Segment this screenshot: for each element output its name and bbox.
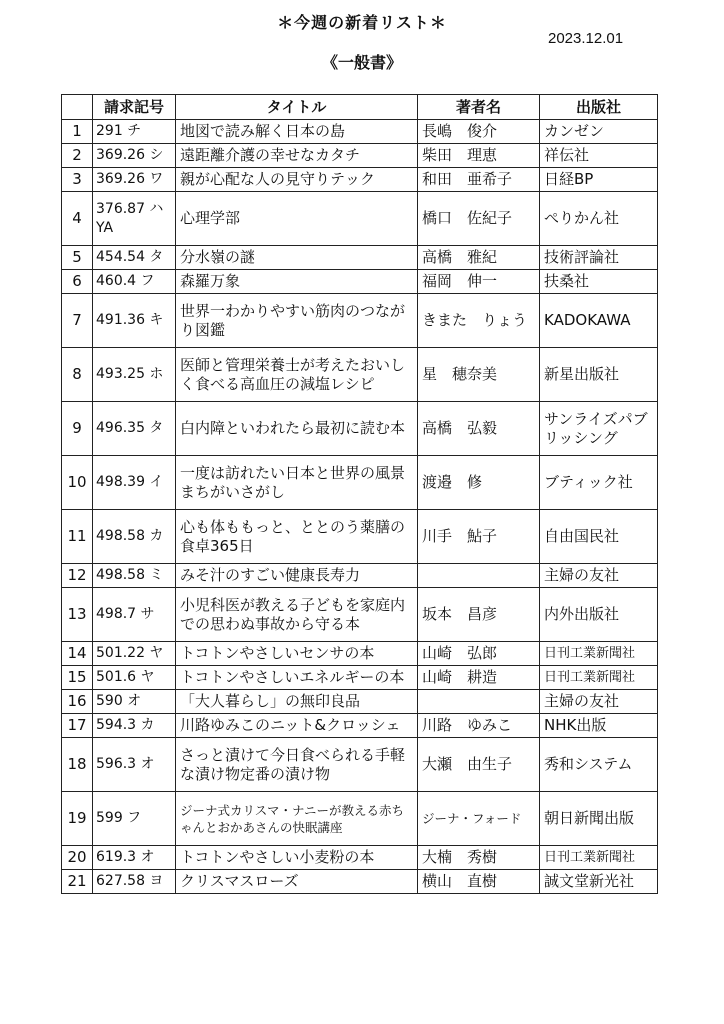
- book-author: 和田 亜希子: [418, 168, 540, 192]
- book-title: クリスマスローズ: [176, 870, 418, 894]
- table-row: [62, 270, 658, 294]
- call-number: 498.7 サ: [93, 588, 176, 642]
- call-number: 627.58 ヨ: [93, 870, 176, 894]
- book-author: 福岡 伸一: [418, 270, 540, 294]
- book-publisher: ブティック社: [540, 456, 658, 510]
- call-number: 460.4 フ: [93, 270, 176, 294]
- book-title: さっと漬けて今日食べられる手軽な漬け物定番の漬け物: [176, 738, 418, 792]
- book-title: 分水嶺の謎: [176, 246, 418, 270]
- row-number: 8: [62, 348, 93, 402]
- row-number: 20: [62, 846, 93, 870]
- call-number: 369.26 ワ: [93, 168, 176, 192]
- book-publisher: 秀和システム: [540, 738, 658, 792]
- book-title: トコトンやさしい小麦粉の本: [176, 846, 418, 870]
- call-number: 590 オ: [93, 690, 176, 714]
- book-author: 渡邉 修: [418, 456, 540, 510]
- col-header-title: タイトル: [176, 95, 418, 120]
- book-title: 地図で読み解く日本の島: [176, 120, 418, 144]
- book-title: 小児科医が教える子どもを家庭内での思わぬ事故から守る本: [176, 588, 418, 642]
- call-number: 496.35 タ: [93, 402, 176, 456]
- row-number: 11: [62, 510, 93, 564]
- table-row: [62, 192, 658, 246]
- col-header-publisher: 出版社: [540, 95, 658, 120]
- book-author: 山崎 弘郎: [418, 642, 540, 666]
- row-number: 10: [62, 456, 93, 510]
- table-row: [62, 564, 658, 588]
- call-number: 498.58 ミ: [93, 564, 176, 588]
- book-author: きまた りょう: [418, 294, 540, 348]
- row-number: 1: [62, 120, 93, 144]
- row-number: 14: [62, 642, 93, 666]
- table-row: [62, 402, 658, 456]
- list-date: 2023.12.01: [548, 30, 624, 47]
- row-number: 21: [62, 870, 93, 894]
- book-title: 医師と管理栄養士が考えたおいしく食べる高血圧の減塩レシピ: [176, 348, 418, 402]
- book-publisher: 誠文堂新光社: [540, 870, 658, 894]
- book-author: 川路 ゆみこ: [418, 714, 540, 738]
- book-publisher: 扶桑社: [540, 270, 658, 294]
- table-row: [62, 168, 658, 192]
- row-number: 13: [62, 588, 93, 642]
- call-number: 376.87 ハYA: [93, 192, 176, 246]
- call-number: 599 フ: [93, 792, 176, 846]
- table-row: [62, 792, 658, 846]
- new-books-table: [61, 94, 658, 894]
- col-header-call-number: 請求記号: [93, 95, 176, 120]
- table-row: [62, 456, 658, 510]
- row-number: 2: [62, 144, 93, 168]
- book-author: [418, 564, 540, 588]
- book-title: 川路ゆみこのニット&クロッシェ: [176, 714, 418, 738]
- row-number: 6: [62, 270, 93, 294]
- book-publisher: 日刊工業新聞社: [540, 642, 658, 666]
- book-title: みそ汁のすごい健康長寿力: [176, 564, 418, 588]
- book-publisher: サンライズパブリッシング: [540, 402, 658, 456]
- book-author: 柴田 理恵: [418, 144, 540, 168]
- table-row: [62, 870, 658, 894]
- call-number: 501.22 ヤ: [93, 642, 176, 666]
- book-publisher: 祥伝社: [540, 144, 658, 168]
- row-number: 19: [62, 792, 93, 846]
- book-title: 遠距離介護の幸せなカタチ: [176, 144, 418, 168]
- table-row: [62, 348, 658, 402]
- table-row: [62, 510, 658, 564]
- call-number: 454.54 タ: [93, 246, 176, 270]
- call-number: 498.39 イ: [93, 456, 176, 510]
- table-row: [62, 846, 658, 870]
- row-number: 16: [62, 690, 93, 714]
- book-title: 「大人暮らし」の無印良品: [176, 690, 418, 714]
- book-publisher: 朝日新聞出版: [540, 792, 658, 846]
- book-publisher: NHK出版: [540, 714, 658, 738]
- book-author: 川手 鮎子: [418, 510, 540, 564]
- table-row: [62, 120, 658, 144]
- book-author: 大楠 秀樹: [418, 846, 540, 870]
- call-number: 501.6 ヤ: [93, 666, 176, 690]
- table-row: [62, 642, 658, 666]
- book-title: 世界一わかりやすい筋肉のつながり図鑑: [176, 294, 418, 348]
- book-publisher: カンゼン: [540, 120, 658, 144]
- table-header-row: [62, 95, 658, 120]
- book-publisher: KADOKAWA: [540, 294, 658, 348]
- call-number: 619.3 オ: [93, 846, 176, 870]
- table-row: [62, 690, 658, 714]
- book-author: 高橋 雅紀: [418, 246, 540, 270]
- call-number: 594.3 カ: [93, 714, 176, 738]
- book-author: ジーナ・フォード: [418, 792, 540, 846]
- call-number: 498.58 カ: [93, 510, 176, 564]
- page-title: ＊今週の新着リスト＊: [277, 13, 447, 32]
- book-title: ジーナ式カリスマ・ナニーが教える赤ちゃんとおかあさんの快眠講座: [176, 792, 418, 846]
- book-author: 高橋 弘毅: [418, 402, 540, 456]
- table-row: [62, 144, 658, 168]
- row-number: 15: [62, 666, 93, 690]
- table-row: [62, 588, 658, 642]
- book-author: 星 穂奈美: [418, 348, 540, 402]
- book-title: 白内障といわれたら最初に読む本: [176, 402, 418, 456]
- book-publisher: 新星出版社: [540, 348, 658, 402]
- book-title: 心も体ももっと、ととのう薬膳の食卓365日: [176, 510, 418, 564]
- book-author: 山崎 耕造: [418, 666, 540, 690]
- col-header-no: [62, 95, 93, 120]
- table-row: [62, 666, 658, 690]
- book-publisher: 日刊工業新聞社: [540, 666, 658, 690]
- book-title: トコトンやさしいセンサの本: [176, 642, 418, 666]
- table-row: [62, 714, 658, 738]
- book-author: 坂本 昌彦: [418, 588, 540, 642]
- row-number: 12: [62, 564, 93, 588]
- table-row: [62, 294, 658, 348]
- book-author: 大瀬 由生子: [418, 738, 540, 792]
- book-publisher: 日経BP: [540, 168, 658, 192]
- call-number: 291 チ: [93, 120, 176, 144]
- book-title: トコトンやさしいエネルギーの本: [176, 666, 418, 690]
- call-number: 493.25 ホ: [93, 348, 176, 402]
- category-heading: 《一般書》: [321, 53, 402, 72]
- row-number: 4: [62, 192, 93, 246]
- book-publisher: 自由国民社: [540, 510, 658, 564]
- book-title: 心理学部: [176, 192, 418, 246]
- book-title: 一度は訪れたい日本と世界の風景まちがいさがし: [176, 456, 418, 510]
- row-number: 3: [62, 168, 93, 192]
- row-number: 17: [62, 714, 93, 738]
- book-publisher: 主婦の友社: [540, 690, 658, 714]
- row-number: 9: [62, 402, 93, 456]
- book-title: 森羅万象: [176, 270, 418, 294]
- col-header-author: 著者名: [418, 95, 540, 120]
- book-publisher: ぺりかん社: [540, 192, 658, 246]
- table-row: [62, 246, 658, 270]
- book-author: 橋口 佐紀子: [418, 192, 540, 246]
- book-author: 横山 直樹: [418, 870, 540, 894]
- book-title: 親が心配な人の見守りテック: [176, 168, 418, 192]
- row-number: 7: [62, 294, 93, 348]
- call-number: 596.3 オ: [93, 738, 176, 792]
- book-publisher: 技術評論社: [540, 246, 658, 270]
- table-row: [62, 738, 658, 792]
- book-publisher: 日刊工業新聞社: [540, 846, 658, 870]
- call-number: 369.26 シ: [93, 144, 176, 168]
- row-number: 5: [62, 246, 93, 270]
- row-number: 18: [62, 738, 93, 792]
- book-publisher: 内外出版社: [540, 588, 658, 642]
- book-author: [418, 690, 540, 714]
- book-publisher: 主婦の友社: [540, 564, 658, 588]
- book-author: 長嶋 俊介: [418, 120, 540, 144]
- call-number: 491.36 キ: [93, 294, 176, 348]
